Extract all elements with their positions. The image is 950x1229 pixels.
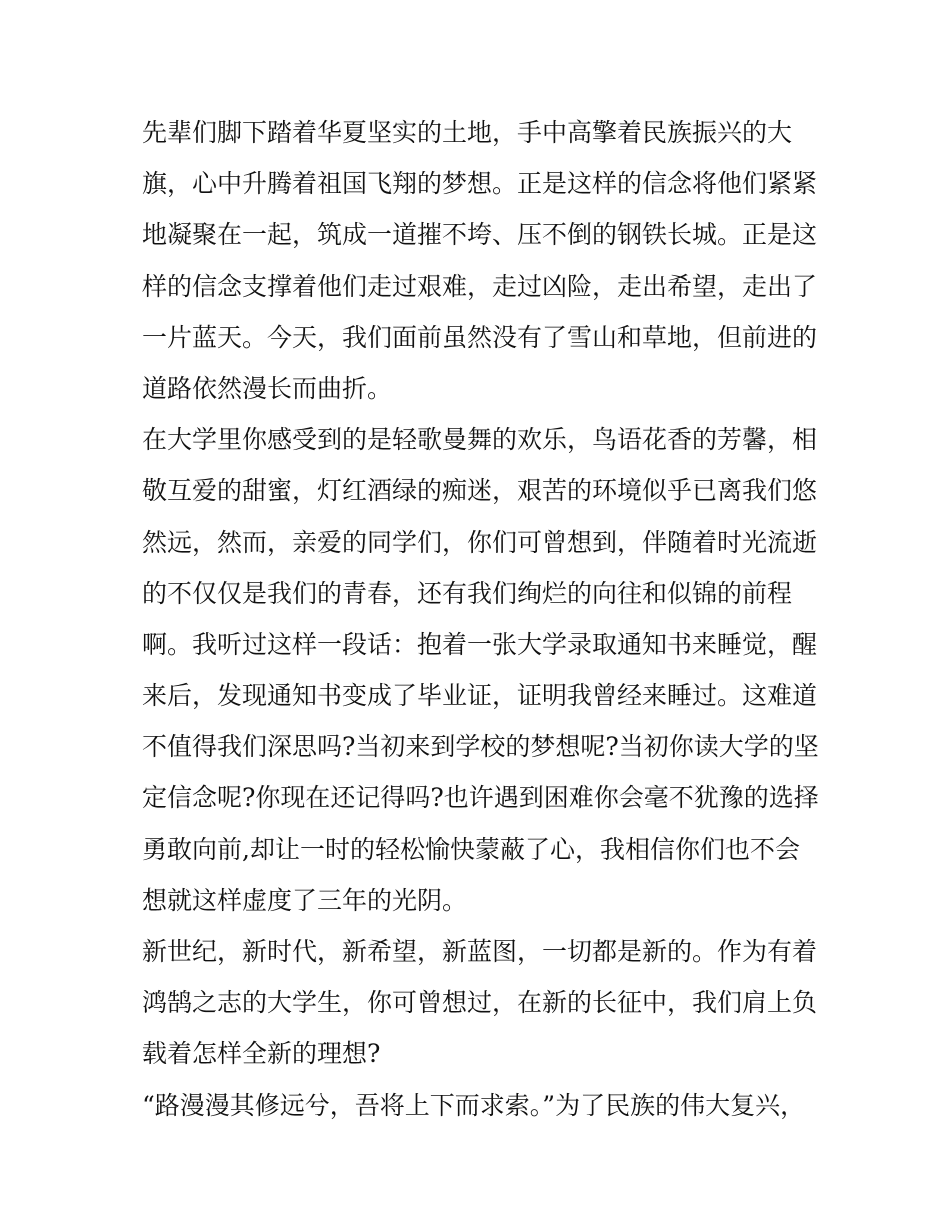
text-line: 的不仅仅是我们的青春，还有我们绚烂的向往和似锦的前程 [142, 578, 793, 608]
text-line: 不值得我们深思吗?当初来到学校的梦想呢?当初你读大学的坚 [142, 732, 819, 762]
document-body [142, 107, 822, 1131]
text-line: 敬互爱的甜蜜，灯红酒绿的痴迷，艰苦的环境似乎已离我们悠 [142, 476, 818, 506]
text-line: 载着怎样全新的理想? [142, 1039, 381, 1069]
text-line: 然远，然而，亲爱的同学们，你们可曾想到，伴随着时光流逝 [142, 527, 818, 557]
text-line: 先辈们脚下踏着华夏坚实的土地，手中高擎着民族振兴的大 [142, 118, 793, 147]
text-line: 在大学里你感受到的是轻歌曼舞的欢乐，鸟语花香的芳馨，相 [142, 425, 818, 455]
text-line: 地凝聚在一起，筑成一道摧不垮、压不倒的钢铁长城。正是这 [142, 220, 818, 250]
text-line: 一片蓝天。今天，我们面前虽然没有了雪山和草地，但前进的 [142, 322, 818, 352]
text-line: “路漫漫其修远兮，吾将上下而求索。”为了民族的伟大复兴， [142, 1090, 806, 1120]
text-line: 定信念呢?你现在还记得吗?也许遇到困难你会毫不犹豫的选择 [142, 783, 819, 813]
text-line: 旗，心中升腾着祖国飞翔的梦想。正是这样的信念将他们紧紧 [142, 169, 818, 199]
text-line: 啊。我听过这样一段话：抱着一张大学录取通知书来睡觉，醒 [142, 629, 818, 659]
text-line: 来后，发现通知书变成了毕业证，证明我曾经来睡过。这难道 [142, 681, 818, 711]
text-line: 样的信念支撑着他们走过艰难，走过凶险，走出希望，走出了 [142, 271, 818, 301]
text-line: 道路依然漫长而曲折。 [142, 373, 393, 403]
text-line: 勇敢向前,却让一时的轻松愉快蒙蔽了心，我相信你们也不会 [142, 834, 800, 864]
text-line: 鸿鹄之志的大学生，你可曾想过，在新的长征中，我们肩上负 [142, 988, 818, 1018]
text-line: 新世纪，新时代，新希望，新蓝图，一切都是新的。作为有着 [142, 937, 818, 966]
text-line: 想就这样虚度了三年的光阴。 [142, 885, 468, 915]
